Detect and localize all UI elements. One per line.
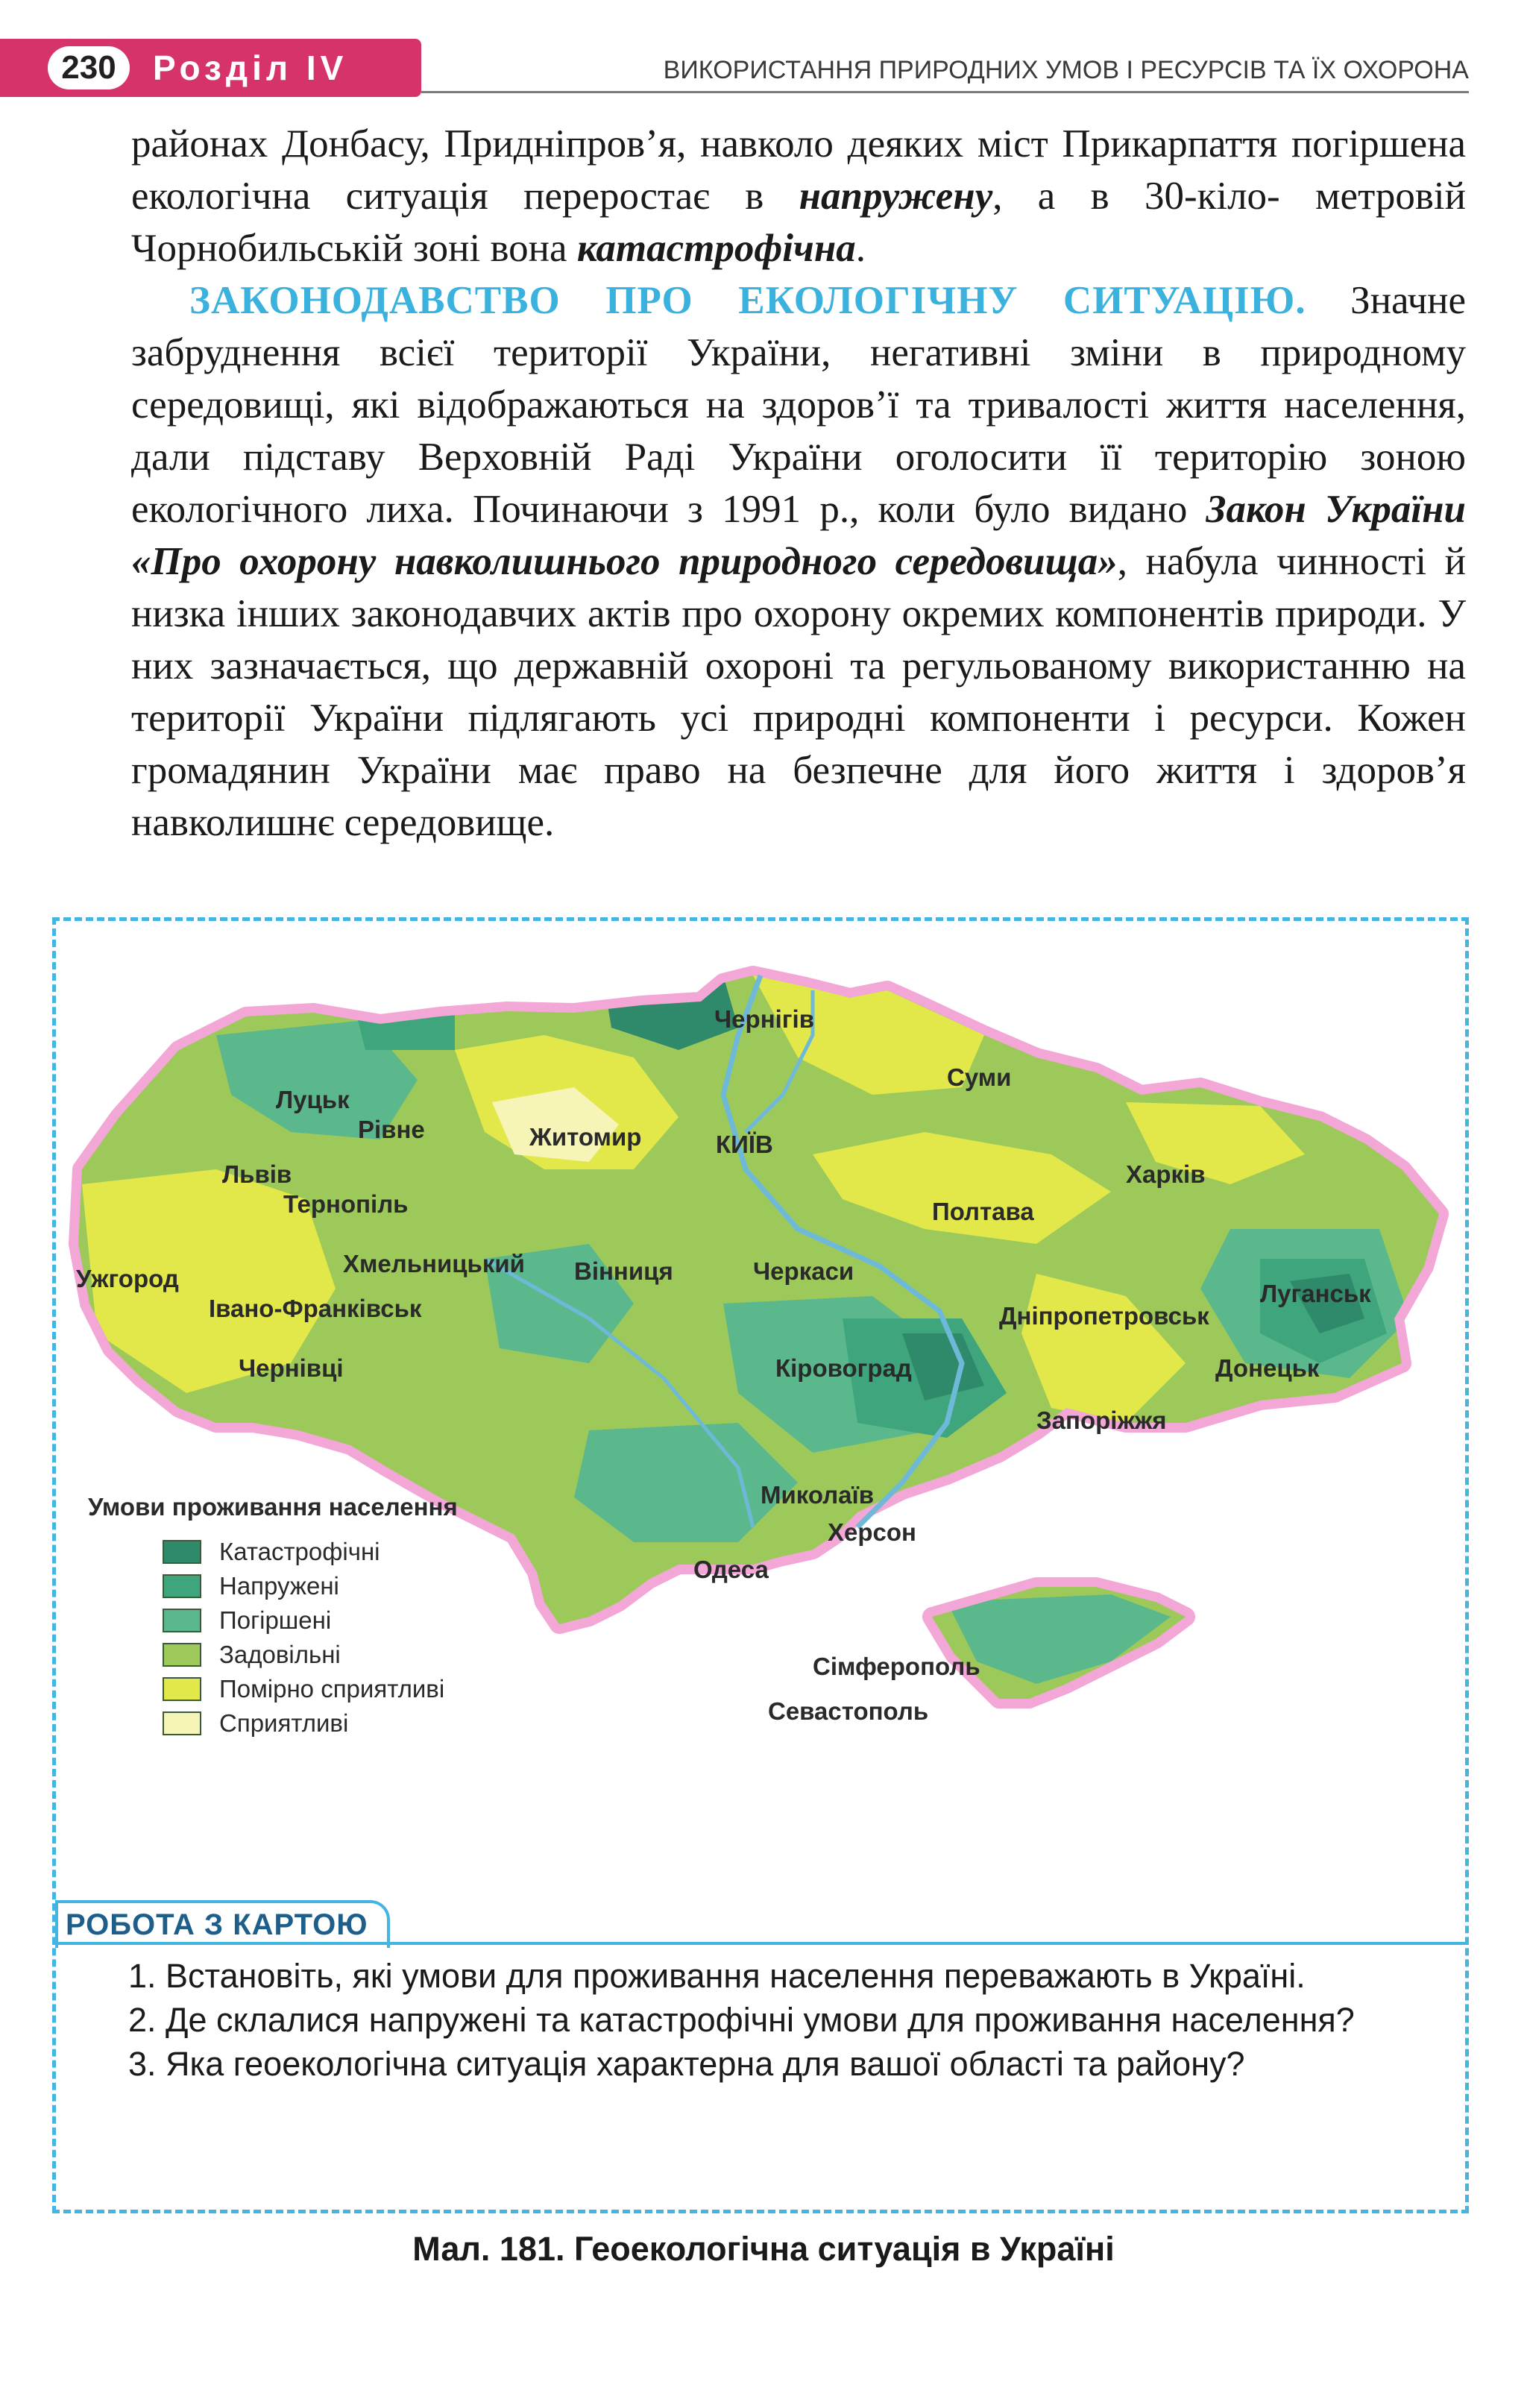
legend-swatch-moderately-favorable xyxy=(163,1677,201,1701)
work-rule xyxy=(52,1942,1469,1945)
work-with-map-title: РОБОТА З КАРТОЮ xyxy=(66,1908,368,1941)
work-with-map-tab xyxy=(55,1900,390,1948)
city-zhytomyr: Житомир xyxy=(529,1123,642,1151)
city-zaporizhzhia: Запоріжжя xyxy=(1036,1406,1167,1434)
city-khmelnytskyi: Хмельницький xyxy=(343,1250,525,1277)
questions xyxy=(128,1954,1455,2086)
city-chernihiv: Чернігів xyxy=(714,1005,814,1033)
city-rivne: Рівне xyxy=(358,1116,425,1143)
city-donetsk: Донецьк xyxy=(1215,1354,1320,1382)
legend-label: Задовільні xyxy=(219,1641,341,1668)
map-legend xyxy=(88,1493,458,1741)
city-ternopil: Тернопіль xyxy=(283,1190,409,1218)
header-rule xyxy=(421,91,1469,93)
body-text xyxy=(131,118,1466,849)
figure-caption: Мал. 181. Геоекологічна ситуація в Україні xyxy=(412,2230,1115,2268)
page-header xyxy=(0,39,1527,97)
question-2: 2. Де склалися напружені та катастрофічні умови для проживання населення? xyxy=(128,2001,1355,2039)
legend-item xyxy=(163,1569,458,1603)
city-simferopol: Сімферополь xyxy=(813,1653,980,1680)
legend-label: Напружені xyxy=(219,1572,339,1600)
p1-line3-end: . xyxy=(855,227,866,270)
question-3: 3. Яка геоекологічна ситуація характерна для вашої області та району? xyxy=(128,2045,1245,2083)
legend-label: Катастрофічні xyxy=(219,1538,380,1565)
city-kirovohrad: Кіровоград xyxy=(775,1354,912,1382)
section-heading-legislation: ЗАКОНОДАВСТВО ПРО ЕКОЛОГІЧНУ СИТУАЦІЮ. xyxy=(189,279,1306,322)
p1-line2-start: погіршена екологічна ситуація переростає в xyxy=(131,122,1466,218)
city-kharkiv: Харків xyxy=(1126,1160,1206,1188)
law-title: Закон України «Про охорону навколишнього природного середовища» xyxy=(131,488,1467,583)
legend-item xyxy=(163,1535,458,1569)
city-dnipropetrovsk: Дніпропетровськ xyxy=(999,1302,1209,1330)
city-kherson: Херсон xyxy=(828,1518,916,1546)
legend-label: Погіршені xyxy=(219,1606,332,1634)
city-chernivtsi: Чернівці xyxy=(239,1354,344,1382)
city-sumy: Суми xyxy=(947,1063,1012,1091)
city-kyiv: КИЇВ xyxy=(716,1131,773,1158)
running-title: ВИКОРИСТАННЯ ПРИРОДНИХ УМОВ І РЕСУРСІВ ТА ЇХ ОХОРОНА xyxy=(663,56,1469,84)
legend-swatch-favorable xyxy=(163,1711,201,1735)
p1-line1: районах Донбасу, Придніпров’я, навколо деяких міст Прикарпаття xyxy=(131,122,1278,166)
legend-item xyxy=(163,1638,458,1672)
city-mykolaiv: Миколаїв xyxy=(761,1481,875,1509)
p1-emphasis-tense: напружену xyxy=(799,175,993,218)
legend-label: Помірно сприятливі xyxy=(219,1675,445,1703)
p1-line2-end: , а в 30-кіло- xyxy=(992,175,1280,218)
p1-emphasis-catastrophic: катастрофічна xyxy=(576,227,856,270)
city-odesa: Одеса xyxy=(693,1556,769,1583)
legend-swatch-catastrophic xyxy=(163,1540,201,1564)
city-ivano-frankivsk: Івано-Франківськ xyxy=(209,1295,422,1322)
section-title: Розділ IV xyxy=(153,48,348,87)
legend-item xyxy=(163,1672,458,1706)
city-lutsk: Луцьк xyxy=(276,1086,350,1113)
paragraph-2 xyxy=(131,274,1466,849)
city-cherkasy: Черкаси xyxy=(753,1257,854,1285)
paragraph-1 xyxy=(131,118,1466,274)
city-lviv: Львів xyxy=(222,1160,292,1188)
p1-line3-start: метровій Чорнобильській зоні вона xyxy=(131,175,1466,270)
legend-swatch-satisfactory xyxy=(163,1643,201,1667)
city-luhansk: Луганськ xyxy=(1260,1280,1371,1307)
legend-item xyxy=(163,1706,458,1741)
city-vinnytsia: Вінниця xyxy=(574,1257,673,1285)
page-number: 230 xyxy=(48,46,130,89)
city-poltava: Полтава xyxy=(932,1198,1034,1225)
p2-text-b: , набула чинності й низка інших законодавчих актів про охорону окремих компонентів природи. У них зазначається, що державній охороні та регульованому використанню на території України підлягають усі природні компоненти і ресурси. Кожен громадянин України має право на безпечне для його життя і здоров’я навколишнє середовище. xyxy=(131,540,1466,844)
question-1: 1. Встановіть, які умови для проживання населення переважають в Україні. xyxy=(128,1957,1306,1995)
legend-item xyxy=(163,1603,458,1638)
legend-swatch-worsened xyxy=(163,1609,201,1632)
legend-label: Сприятливі xyxy=(219,1709,349,1737)
legend-title: Умови проживання населення xyxy=(88,1493,458,1521)
legend-swatch-tense xyxy=(163,1574,201,1598)
city-sevastopol: Севастополь xyxy=(768,1697,929,1725)
city-uzhhorod: Ужгород xyxy=(76,1265,179,1292)
p2-text-a: Значне забруднення всієї території України, негативні зміни в природному середовищі, які відображаються на здоров’ї та тривалості життя населення, дали підставу Верховній Раді України оголосити її територію зоною екологічного лиха. Починаючи з 1991 р., коли було видано xyxy=(131,279,1466,531)
